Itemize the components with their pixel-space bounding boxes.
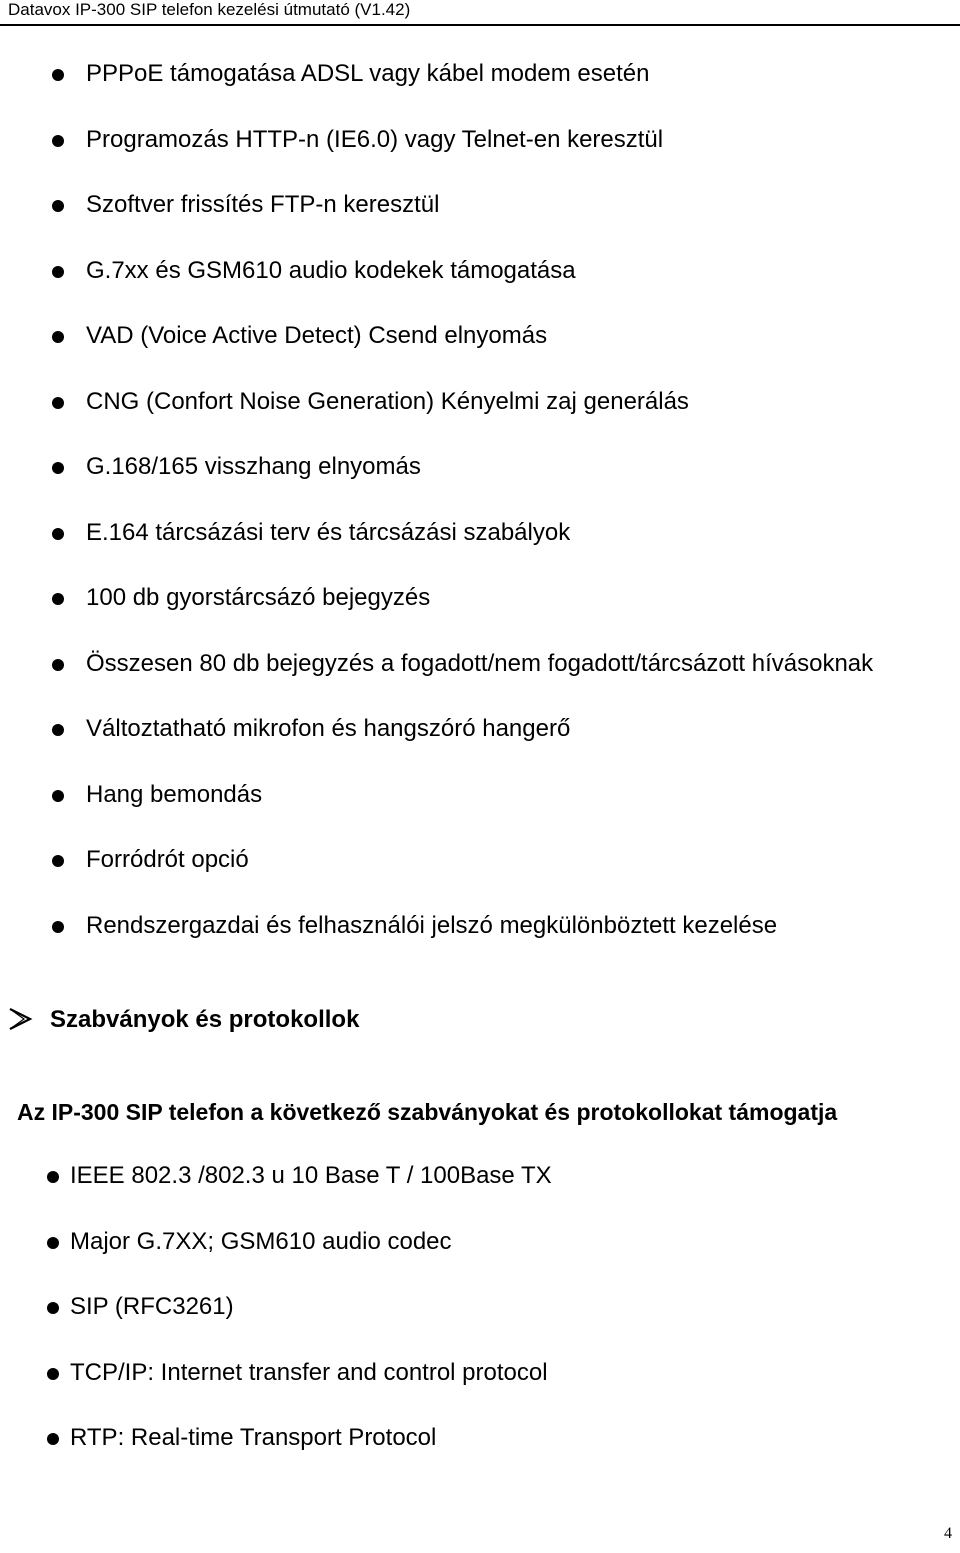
- list-item: [0, 370, 960, 436]
- section-intro: Az IP-300 SIP telefon a következő szabványokat és protokollokat támogatja: [17, 1099, 838, 1125]
- bullet-icon: [52, 266, 64, 278]
- list-item: [0, 828, 960, 894]
- bullet-icon: [52, 790, 64, 802]
- bullet-icon: [47, 1237, 59, 1249]
- bullet-icon: [52, 921, 64, 933]
- bullet-icon: [52, 397, 64, 409]
- list-item: [0, 239, 960, 305]
- list-item-text: Forródrót opció: [86, 846, 249, 873]
- list-item: [0, 304, 960, 370]
- list-item: [0, 697, 960, 763]
- list-item: [0, 501, 960, 567]
- list-item: [0, 894, 960, 960]
- list-item: [0, 566, 960, 632]
- bullet-icon: [52, 724, 64, 736]
- arrow-bullet-icon: [8, 1007, 34, 1031]
- list-item: [0, 108, 960, 174]
- list-item-text: G.168/165 visszhang elnyomás: [86, 453, 421, 480]
- bullet-icon: [52, 593, 64, 605]
- list-item-text: TCP/IP: Internet transfer and control protocol: [70, 1358, 548, 1386]
- header-title: Datavox IP-300 SIP telefon kezelési útmutató (V1.42): [8, 0, 411, 19]
- bullet-icon: [52, 331, 64, 343]
- list-item: [0, 763, 960, 829]
- list-item-text: G.7xx és GSM610 audio kodekek támogatása: [86, 256, 576, 284]
- feature-list: [0, 42, 960, 959]
- bullet-icon: [52, 135, 64, 147]
- section-heading-label: Szabványok és protokollok: [50, 1006, 360, 1033]
- list-item-text: IEEE 802.3 /802.3 u 10 Base T / 100Base TX: [70, 1162, 552, 1189]
- bullet-icon: [52, 462, 64, 474]
- list-item-text: PPPoE támogatása ADSL vagy kábel modem esetén: [86, 60, 650, 87]
- list-item: [0, 1276, 960, 1342]
- list-item: [0, 1342, 960, 1408]
- protocol-list: [0, 1145, 960, 1473]
- bullet-icon: [52, 855, 64, 867]
- list-item: [0, 173, 960, 239]
- list-item-text: Programozás HTTP-n (IE6.0) vagy Telnet-en keresztül: [86, 125, 664, 153]
- list-item-text: Rendszergazdai és felhasználói jelszó megkülönböztett kezelése: [86, 911, 778, 939]
- list-item: [0, 632, 960, 698]
- list-item-text: Hang bemondás: [86, 780, 263, 808]
- bullet-icon: [47, 1171, 59, 1183]
- bullet-icon: [47, 1302, 59, 1314]
- list-item: [0, 1211, 960, 1277]
- bullet-icon: [52, 659, 64, 671]
- bullet-icon: [52, 69, 64, 81]
- bullet-icon: [52, 200, 64, 212]
- list-item: [0, 42, 960, 108]
- list-item-text: E.164 tárcsázási terv és tárcsázási szabályok: [86, 518, 571, 546]
- list-item-text: Major G.7XX; GSM610 audio codec: [70, 1227, 452, 1255]
- list-item: [0, 1145, 960, 1211]
- page-number: 4: [944, 1525, 952, 1542]
- bullet-icon: [47, 1433, 59, 1445]
- list-item-text: RTP: Real-time Transport Protocol: [70, 1424, 437, 1451]
- list-item-text: 100 db gyorstárcsázó bejegyzés: [86, 584, 431, 611]
- list-item-text: CNG (Confort Noise Generation) Kényelmi zaj generálás: [86, 387, 689, 415]
- list-item-text: Szoftver frissítés FTP-n keresztül: [86, 191, 440, 218]
- list-item: [0, 435, 960, 501]
- list-item-text: Változtatható mikrofon és hangszóró hangerő: [86, 715, 571, 742]
- bullet-icon: [52, 528, 64, 540]
- bullet-icon: [47, 1368, 59, 1380]
- list-item: [0, 1407, 960, 1473]
- list-item-text: SIP (RFC3261): [70, 1293, 234, 1320]
- list-item-text: VAD (Voice Active Detect) Csend elnyomás: [86, 322, 548, 349]
- list-item-text: Összesen 80 db bejegyzés a fogadott/nem fogadott/tárcsázott hívásoknak: [86, 649, 874, 677]
- page-header: [0, 0, 960, 26]
